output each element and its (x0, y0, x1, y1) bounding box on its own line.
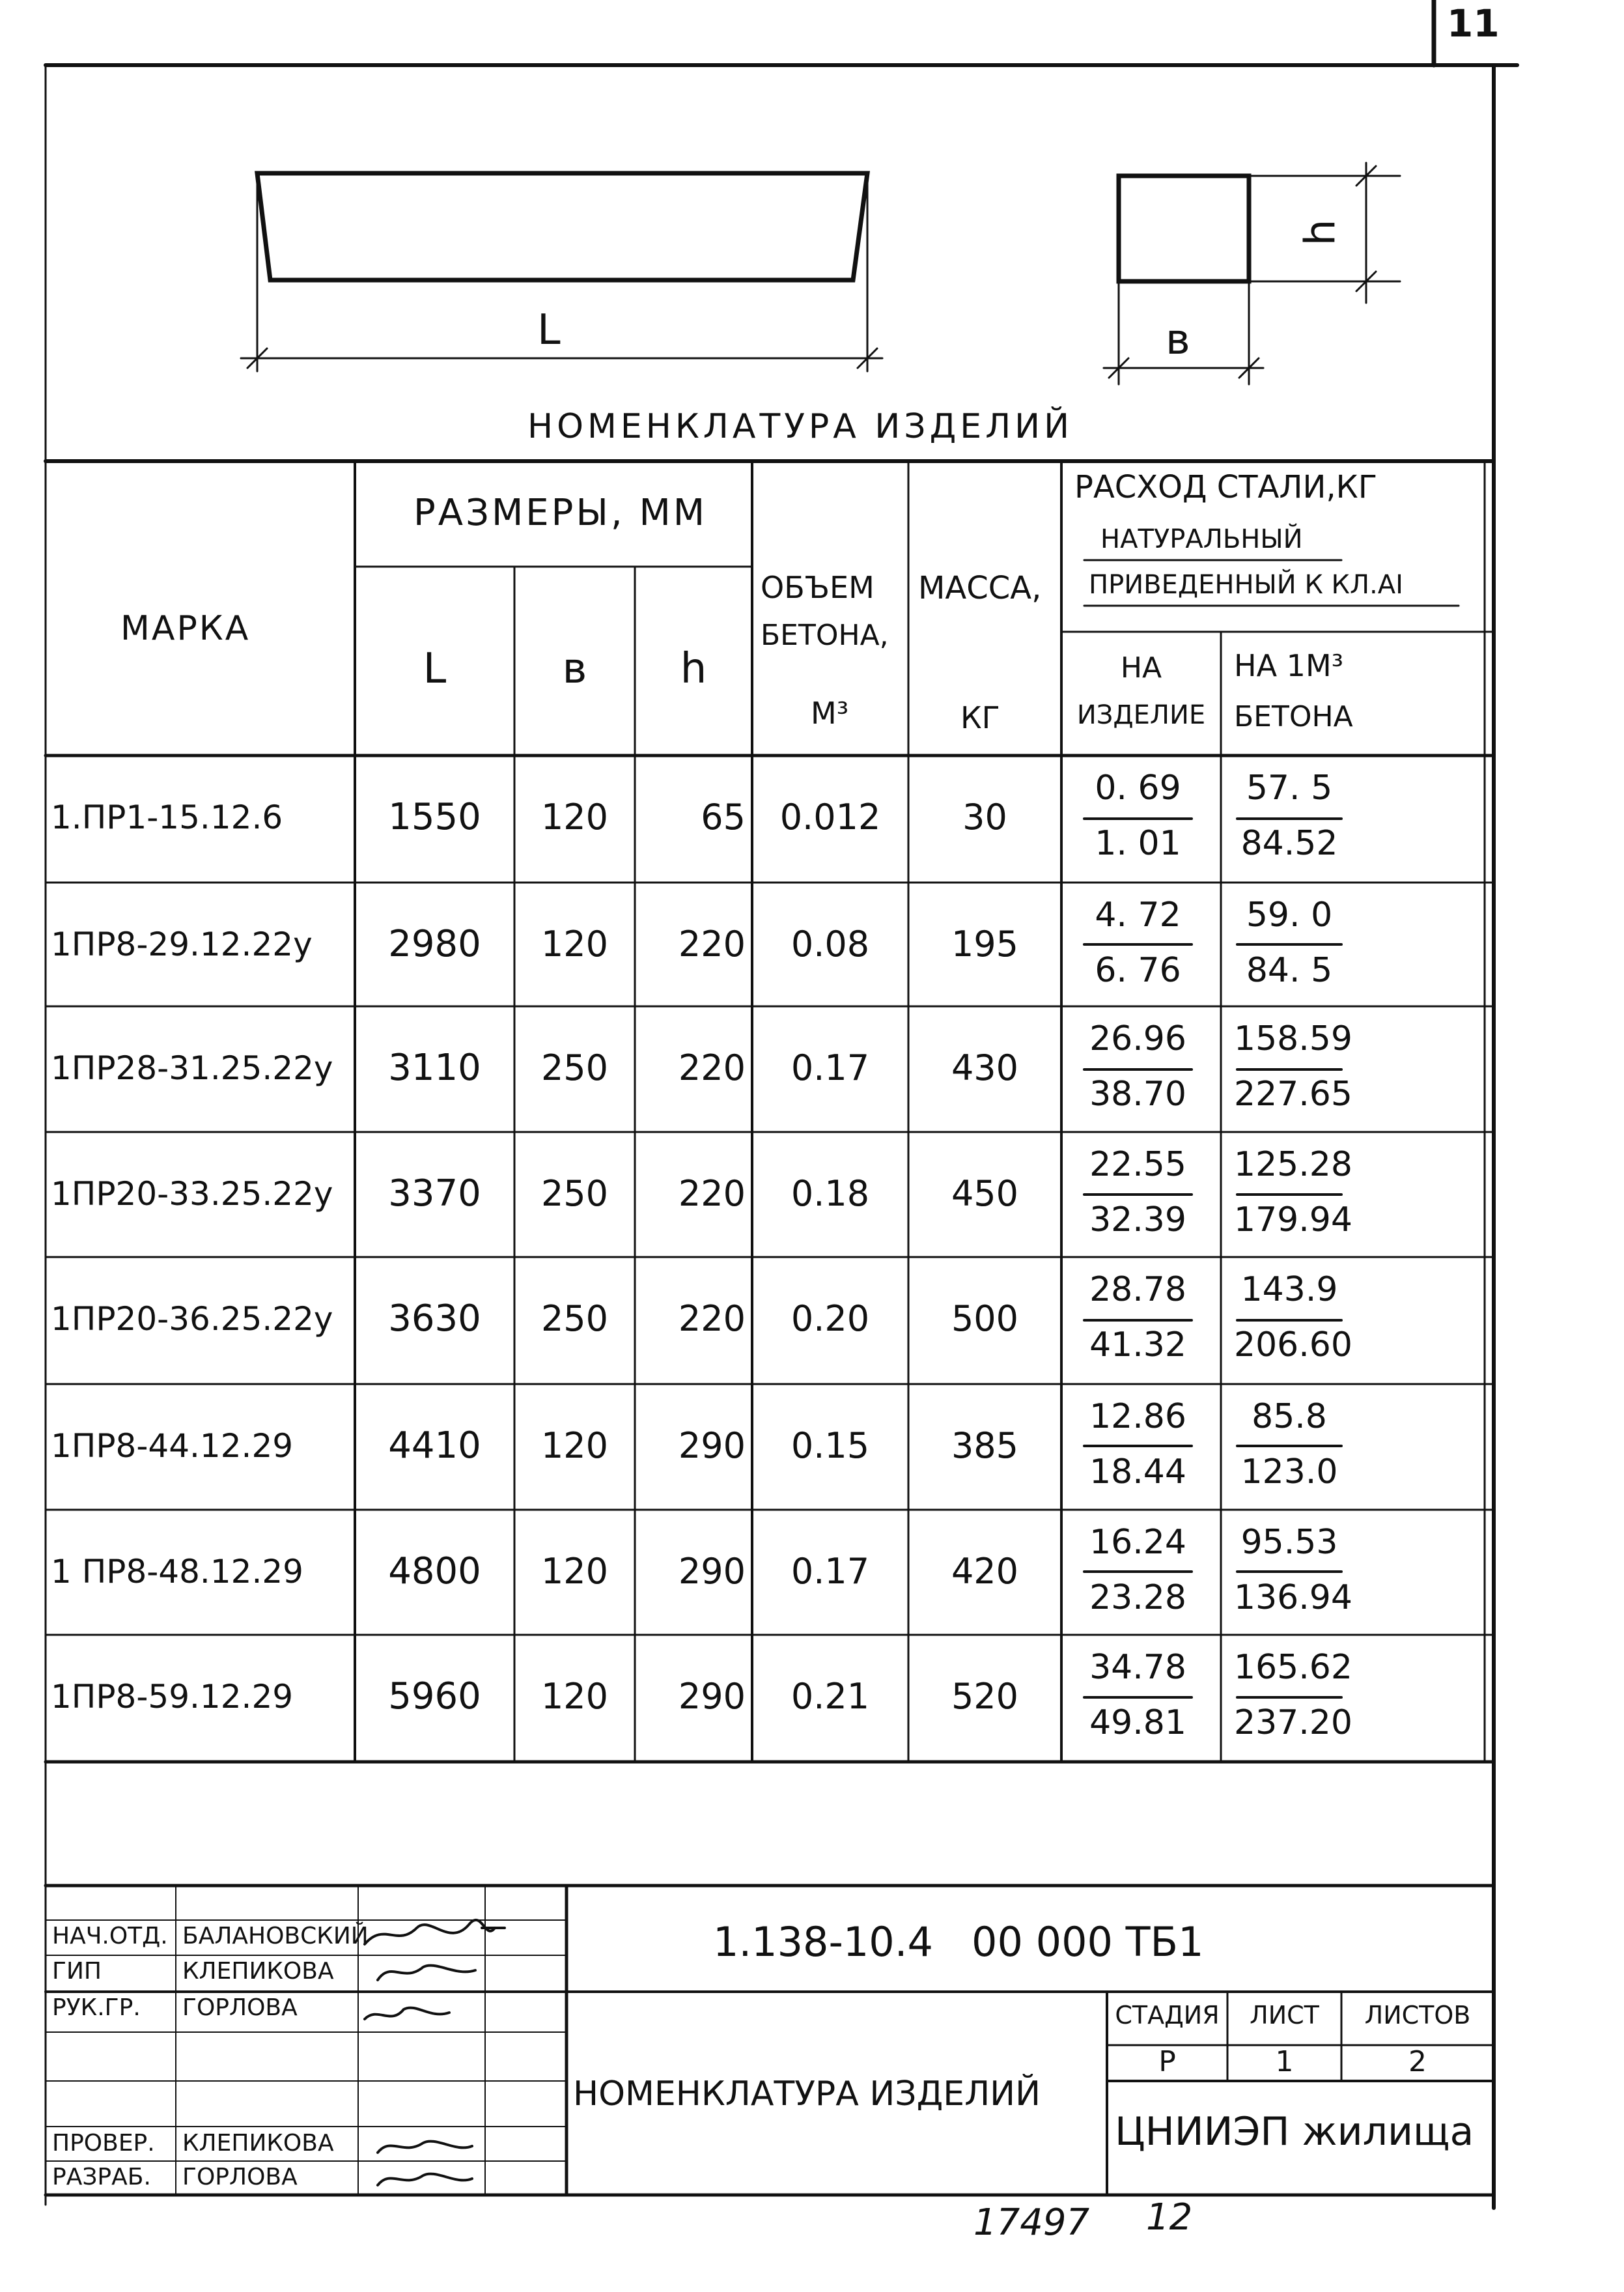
dimension-label-width: в (1166, 316, 1190, 364)
cell-steel-item-reduced: 41.32 (1089, 1325, 1186, 1365)
cell-width: 250 (540, 1173, 609, 1215)
cell-volume: 0.21 (791, 1676, 870, 1718)
cell-height: 220 (678, 1047, 746, 1089)
cell-steel-m3-natural: 165.62 (1234, 1648, 1352, 1687)
table-title: НОМЕНКЛАТУРА ИЗДЕЛИЙ (527, 407, 1073, 446)
cell-mass: 30 (962, 797, 1007, 838)
cell-height: 220 (678, 924, 746, 965)
cell-steel-item-reduced: 23.28 (1089, 1578, 1186, 1617)
cell-height: 220 (678, 1298, 746, 1340)
cell-steel-m3-natural: 59. 0 (1246, 896, 1333, 935)
cell-steel-m3-reduced: 84. 5 (1246, 951, 1333, 990)
cell-mark: 1 ПР8-48.12.29 (51, 1552, 303, 1591)
cell-steel-item-reduced: 18.44 (1089, 1452, 1186, 1492)
inventory-number: 17497 (973, 2201, 1090, 2244)
dimension-label-height: h (1296, 219, 1345, 246)
cell-mark: 1ПР8-59.12.29 (51, 1677, 294, 1716)
stamp-role: РАЗРАБ. (52, 2164, 151, 2190)
footer-number: 12 (1146, 2196, 1193, 2239)
signature-developer (378, 2174, 472, 2185)
signature-group-head (365, 2008, 449, 2019)
cell-steel-m3-natural: 57. 5 (1246, 769, 1333, 808)
cell-mark: 1ПР8-29.12.22у (51, 925, 313, 963)
cell-mark: 1ПР28-31.25.22у (51, 1049, 333, 1087)
cell-height: 290 (678, 1551, 746, 1592)
beam-elevation-sketch (257, 173, 867, 280)
stamp-role: НАЧ.ОТД. (52, 1923, 168, 1949)
stamp-person-name: ГОРЛОВА (182, 1994, 298, 2021)
dimension-label-length: L (537, 306, 561, 354)
cell-volume: 0.17 (791, 1047, 870, 1089)
sheet-label: ЛИСТ (1250, 2001, 1319, 2030)
cell-steel-item-natural: 34.78 (1089, 1648, 1186, 1687)
signature-checker (378, 2142, 472, 2153)
cell-volume: 0.18 (791, 1173, 870, 1215)
cell-steel-m3-reduced: 123.0 (1240, 1452, 1338, 1492)
cell-width: 120 (540, 1551, 609, 1592)
organization-name: ЦНИИЭП жилища (1115, 2109, 1474, 2155)
header-dim-length: L (423, 645, 447, 693)
cell-height: 290 (678, 1676, 746, 1718)
cell-steel-m3-reduced: 84.52 (1240, 824, 1338, 863)
cell-length: 5960 (388, 1675, 481, 1718)
stage-label: СТАДИЯ (1115, 2001, 1220, 2030)
cell-steel-item-reduced: 6. 76 (1095, 951, 1181, 990)
cell-mass: 450 (951, 1173, 1019, 1215)
header-steel-natural: НАТУРАЛЬНЫЙ (1100, 524, 1303, 554)
cell-mass: 500 (951, 1298, 1019, 1340)
signature-chief-engineer (378, 1966, 475, 1980)
header-steel-title: РАСХОД СТАЛИ,КГ (1074, 469, 1377, 505)
cell-length: 3110 (388, 1046, 481, 1089)
sheets-value: 2 (1408, 2045, 1427, 2078)
cell-volume: 0.08 (791, 924, 870, 965)
header-steel-reduced: ПРИВЕДЕННЫЙ К КЛ.АI (1089, 570, 1403, 600)
cell-width: 120 (540, 924, 609, 965)
cell-length: 4800 (388, 1549, 481, 1592)
cell-length: 3370 (388, 1172, 481, 1215)
document-code: 1.138-10.4 00 000 ТБ1 (713, 1918, 1204, 1966)
cell-steel-item-natural: 16.24 (1089, 1523, 1186, 1562)
cell-volume: 0.17 (791, 1551, 870, 1592)
cell-height: 220 (678, 1173, 746, 1215)
stamp-role: ГИП (52, 1958, 102, 1985)
cell-width: 120 (540, 1425, 609, 1467)
stamp-title: НОМЕНКЛАТУРА ИЗДЕЛИЙ (573, 2074, 1041, 2114)
cell-mass: 385 (951, 1425, 1019, 1467)
cell-mass: 420 (951, 1551, 1019, 1592)
beam-section-sketch (1119, 176, 1249, 281)
header-dim-width: в (562, 645, 587, 693)
cell-volume: 0.012 (779, 797, 881, 838)
cell-steel-m3-natural: 85.8 (1252, 1397, 1327, 1436)
cell-mark: 1ПР20-33.25.22у (51, 1174, 333, 1213)
header-dim-height: h (680, 645, 707, 693)
cell-mass: 195 (951, 924, 1019, 965)
stamp-role: РУК.ГР. (52, 1994, 141, 2021)
cell-steel-m3-reduced: 179.94 (1234, 1200, 1352, 1239)
header-per-m3-1: НА 1М³ (1234, 648, 1344, 683)
cell-mark: 1.ПР1-15.12.6 (51, 798, 283, 836)
cell-width: 250 (540, 1047, 609, 1089)
cell-width: 120 (540, 1676, 609, 1718)
page-number: 11 (1447, 1, 1500, 46)
cell-steel-item-natural: 28.78 (1089, 1270, 1186, 1309)
cell-steel-item-reduced: 49.81 (1089, 1703, 1186, 1742)
cell-steel-item-natural: 0. 69 (1095, 769, 1181, 808)
cell-steel-m3-natural: 95.53 (1240, 1523, 1338, 1562)
header-volume-line1: ОБЪЕМ (761, 570, 875, 605)
cell-mass: 520 (951, 1676, 1019, 1718)
cell-mark: 1ПР20-36.25.22у (51, 1299, 333, 1338)
header-volume-line2: БЕТОНА, (761, 619, 889, 652)
cell-mass: 430 (951, 1047, 1019, 1089)
cell-steel-item-natural: 26.96 (1089, 1019, 1186, 1058)
cell-steel-m3-reduced: 227.65 (1234, 1075, 1352, 1114)
header-mass: МАССА, (918, 570, 1042, 606)
cell-steel-m3-reduced: 206.60 (1234, 1325, 1352, 1365)
cell-steel-item-natural: 4. 72 (1095, 896, 1181, 935)
cell-length: 4410 (388, 1424, 481, 1467)
stamp-person-name: ГОРЛОВА (182, 2164, 298, 2190)
header-volume-unit: М³ (811, 696, 849, 731)
stamp-person-name: БАЛАНОВСКИЙ (182, 1923, 369, 1949)
stamp-role: ПРОВЕР. (52, 2130, 155, 2157)
sheet-value: 1 (1275, 2045, 1294, 2078)
cell-height: 290 (678, 1425, 746, 1467)
cell-mark: 1ПР8-44.12.29 (51, 1426, 294, 1465)
signature-head-dept (365, 1920, 495, 1944)
header-per-item-1: НА (1120, 651, 1162, 685)
cell-width: 250 (540, 1298, 609, 1340)
cell-width: 120 (540, 797, 609, 838)
cell-steel-item-reduced: 1. 01 (1095, 824, 1181, 863)
cell-steel-m3-natural: 143.9 (1240, 1270, 1338, 1309)
header-per-item-2: ИЗДЕЛИЕ (1076, 700, 1206, 730)
cell-height: 65 (701, 797, 746, 838)
header-mass-unit: КГ (960, 700, 1000, 735)
cell-volume: 0.20 (791, 1298, 870, 1340)
cell-steel-m3-natural: 125.28 (1234, 1145, 1352, 1184)
cell-length: 1550 (388, 795, 481, 838)
cell-steel-item-natural: 22.55 (1089, 1145, 1186, 1184)
header-per-m3-2: БЕТОНА (1234, 700, 1353, 733)
cell-steel-m3-reduced: 237.20 (1234, 1703, 1352, 1742)
sheets-label: ЛИСТОВ (1364, 2001, 1471, 2030)
cell-length: 3630 (388, 1297, 481, 1340)
stamp-person-name: КЛЕПИКОВА (182, 2130, 334, 2157)
cell-steel-m3-natural: 158.59 (1234, 1019, 1352, 1058)
cell-steel-item-reduced: 38.70 (1089, 1075, 1186, 1114)
cell-steel-item-natural: 12.86 (1089, 1397, 1186, 1436)
cell-volume: 0.15 (791, 1425, 870, 1467)
cell-length: 2980 (388, 922, 481, 965)
cell-steel-m3-reduced: 136.94 (1234, 1578, 1352, 1617)
header-dimensions: РАЗМЕРЫ, ММ (413, 492, 708, 534)
stage-value: Р (1158, 2045, 1176, 2078)
header-mark: МАРКА (120, 609, 251, 648)
cell-steel-item-reduced: 32.39 (1089, 1200, 1186, 1239)
stamp-person-name: КЛЕПИКОВА (182, 1958, 334, 1985)
